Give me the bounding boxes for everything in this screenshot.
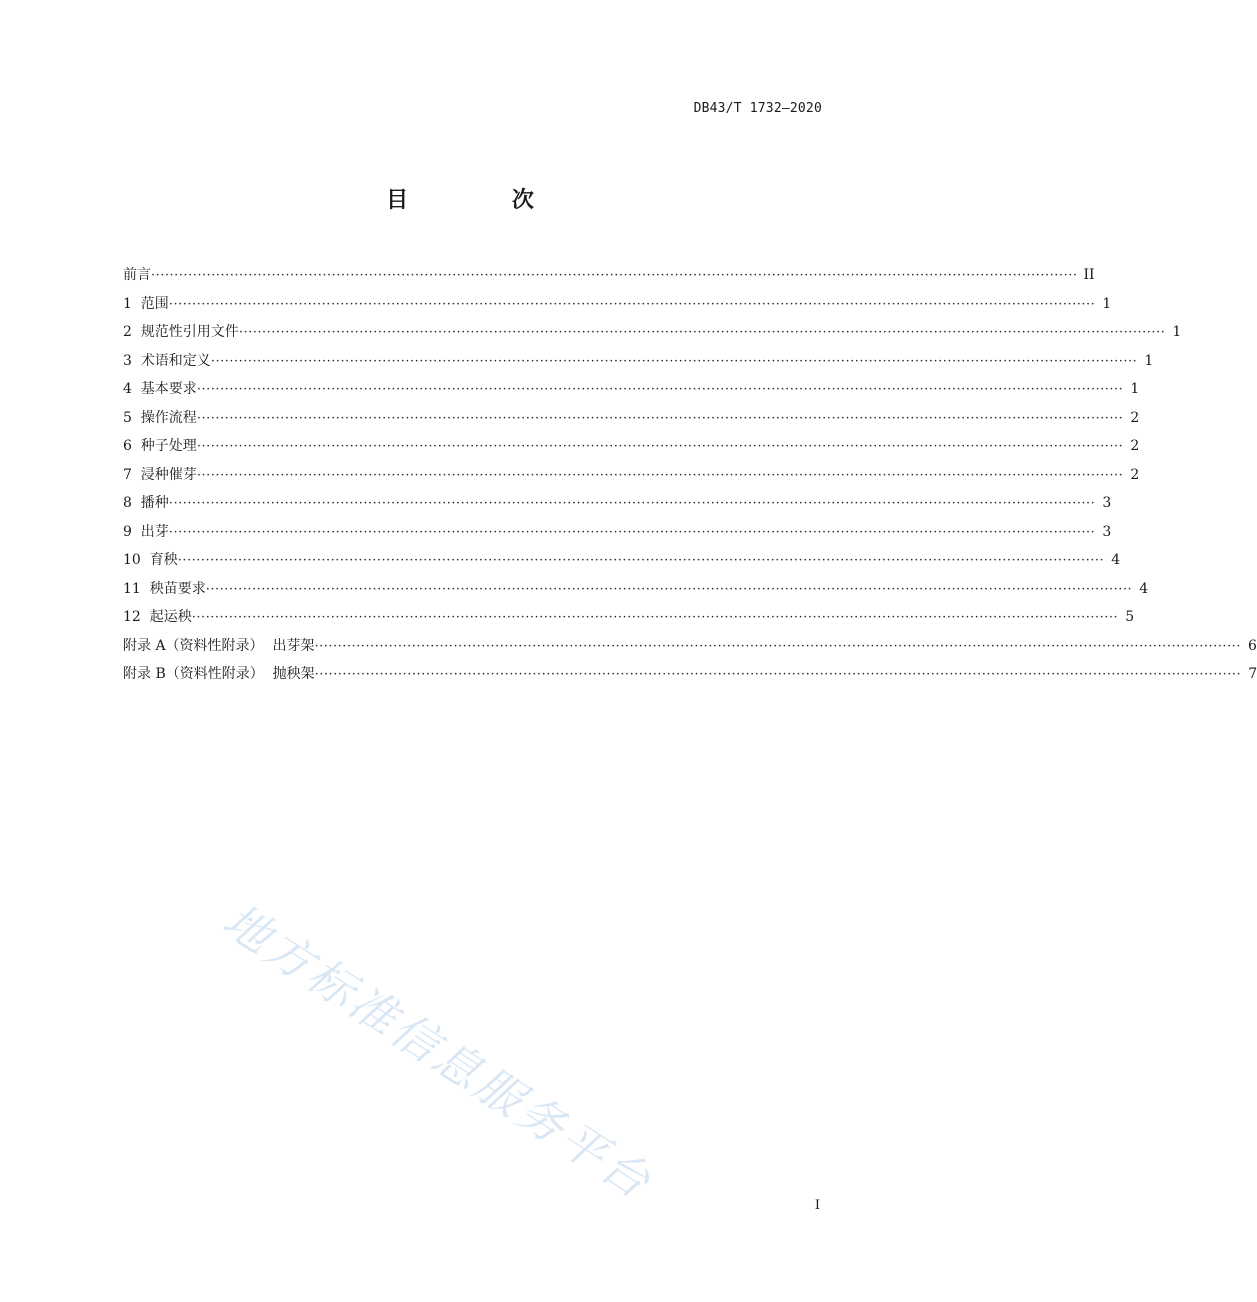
toc-label: 前言 (123, 267, 151, 283)
toc-page-number: 4 (1139, 580, 1149, 597)
dot-leader: ········································································································································································································ (168, 296, 1096, 312)
toc-label: 2 规范性引用文件 (123, 324, 239, 340)
toc-entry[interactable] (123, 261, 1095, 290)
toc-page-number: 1 (1130, 381, 1140, 397)
toc-entry[interactable] (123, 518, 1112, 547)
dot-leader: ········································································································································································································ (191, 610, 1119, 625)
toc-entry[interactable] (123, 461, 1140, 490)
toc-entry[interactable] (123, 546, 1121, 575)
toc-entry[interactable] (123, 290, 1112, 319)
dot-leader: ········································································································································································································ (168, 496, 1096, 511)
toc-entry[interactable] (123, 489, 1112, 518)
toc-entry[interactable] (123, 375, 1140, 404)
toc-label: 6 种子处理 (123, 438, 197, 454)
table-of-contents (123, 261, 1257, 689)
page-number: I (814, 1198, 820, 1213)
toc-label: 附录 A（资料性附录） 出芽架 (123, 637, 315, 654)
toc-label: 5 操作流程 (123, 409, 197, 426)
toc-page-number: 2 (1130, 466, 1140, 483)
page-title: 目 次 (386, 188, 582, 213)
toc-entry[interactable] (123, 347, 1154, 376)
dot-leader: ········································································································································································································ (196, 439, 1124, 454)
toc-page-number: 2 (1130, 438, 1140, 454)
toc-label: 11 秧苗要求 (123, 580, 206, 597)
dot-leader: ········································································································································································································ (196, 467, 1124, 483)
dot-leader: ········································································································································································································ (314, 638, 1241, 654)
toc-label: 10 育秧 (123, 552, 178, 568)
dot-leader: ········································································································································································································ (151, 268, 1078, 283)
toc-label: 附录 B（资料性附录） 抛秧架 (123, 666, 315, 682)
toc-page-number: 5 (1125, 609, 1135, 625)
watermark: 地方标准信息服务平台 (213, 892, 663, 1211)
toc-label: 8 播种 (123, 495, 169, 511)
toc-page-number: 2 (1130, 409, 1140, 426)
toc-page-number: 3 (1102, 495, 1112, 511)
dot-leader: ········································································································································································································ (314, 667, 1242, 682)
toc-page-number: 1 (1172, 324, 1182, 340)
toc-label: 4 基本要求 (123, 381, 197, 397)
toc-page-number: 4 (1111, 552, 1121, 568)
toc-label: 7 浸种催芽 (123, 466, 197, 483)
toc-page-number: II (1083, 267, 1095, 283)
toc-page-number: 6 (1248, 637, 1257, 654)
dot-leader: ········································································································································································································ (196, 382, 1124, 397)
dot-leader: ········································································································································································································ (177, 553, 1105, 568)
toc-page-number: 1 (1144, 352, 1154, 369)
toc-entry[interactable] (123, 432, 1140, 461)
toc-label: 1 范围 (123, 295, 169, 312)
dot-leader: ········································································································································································································ (205, 581, 1133, 597)
toc-entry[interactable] (123, 404, 1140, 433)
dot-leader: ········································································································································································································ (196, 410, 1124, 426)
toc-entry[interactable] (123, 660, 1257, 689)
toc-label: 3 术语和定义 (123, 352, 211, 369)
toc-label: 12 起运秧 (123, 609, 192, 625)
toc-entry[interactable] (123, 603, 1135, 632)
toc-page-number: 1 (1102, 295, 1112, 312)
toc-page-number: 7 (1248, 666, 1257, 682)
standard-code: DB43/T 1732—2020 (693, 101, 822, 116)
toc-label: 9 出芽 (123, 523, 169, 540)
dot-leader: ········································································································································································································ (210, 353, 1138, 369)
dot-leader: ········································································································································································································ (168, 524, 1096, 540)
toc-entry[interactable] (123, 575, 1149, 604)
toc-entry[interactable] (123, 632, 1257, 661)
toc-page-number: 3 (1102, 523, 1112, 540)
toc-entry[interactable] (123, 318, 1182, 347)
dot-leader: ········································································································································································································ (238, 325, 1166, 340)
